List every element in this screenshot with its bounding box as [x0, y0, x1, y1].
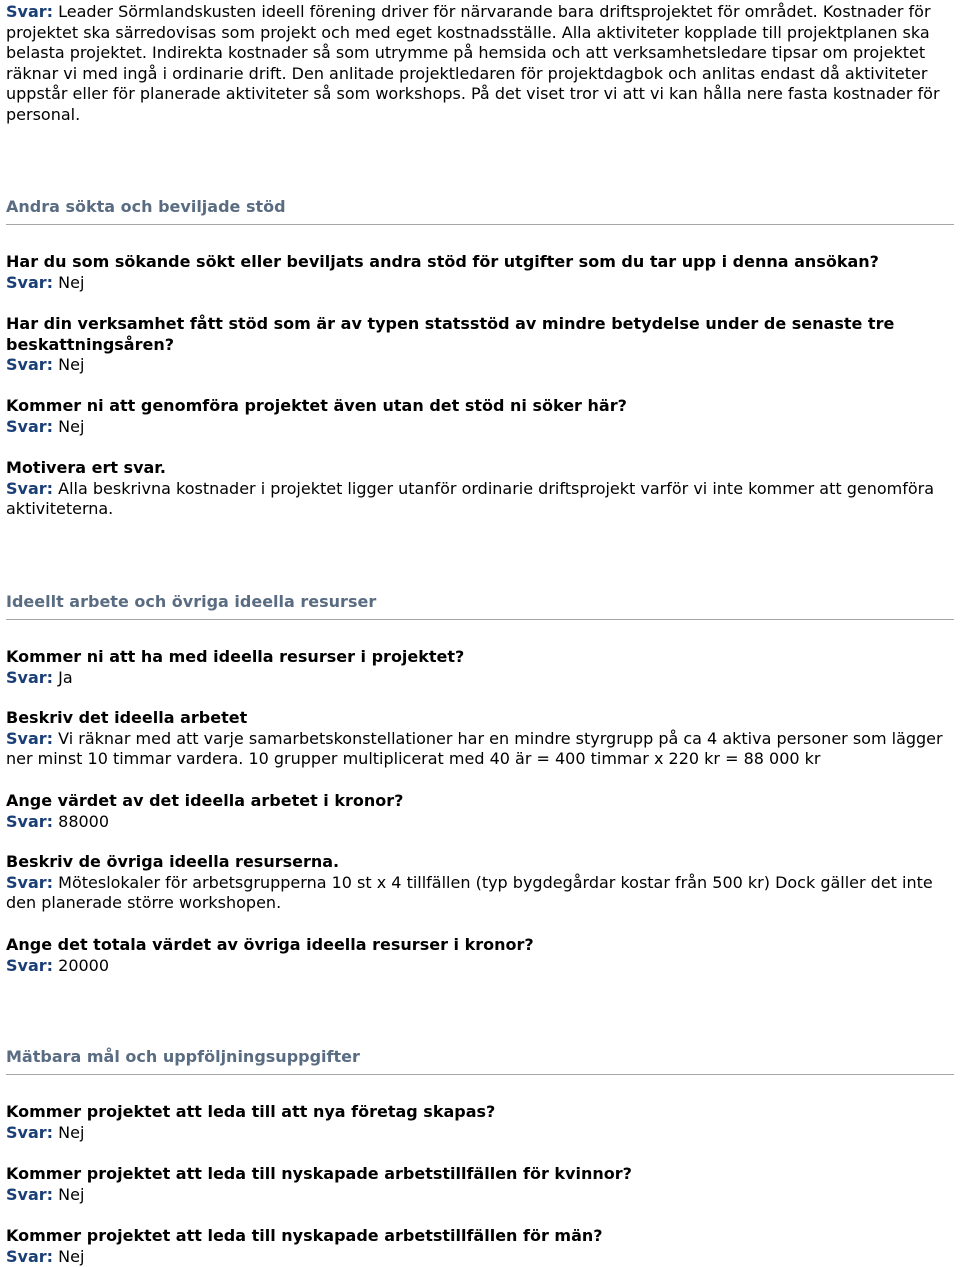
answer-text: Nej [58, 355, 85, 375]
question-text: Beskriv det ideella arbetet [6, 708, 248, 727]
question-block [6, 1102, 954, 1143]
answer [6, 729, 954, 770]
answer-text: 20000 [58, 955, 110, 975]
question-block [6, 708, 954, 770]
answer-text: 88000 [58, 811, 110, 831]
question-text: Kommer projektet att leda till nyskapade arbetstillfällen för män? [6, 1226, 603, 1245]
answer-label: Svar: [6, 1184, 54, 1204]
intro-answer [6, 2, 954, 126]
question-block [6, 852, 954, 914]
question-block [6, 935, 954, 976]
question-block [6, 791, 954, 832]
answer [6, 1185, 954, 1206]
answer-label: Svar: [6, 478, 54, 498]
answer-text: Nej [58, 416, 85, 436]
answer-label: Svar: [6, 728, 54, 748]
answer-text: Leader Sörmlandskusten ideell förening driver för närvarande bara driftsprojektet för området. Kostnader för projektet ska särredovisas som projekt och med eget kostnadsställe. Alla aktiviteter kopplade till projektplanen ska belasta projektet. Indirekta kostnader så som utrymme på hemsida och att verksamhetsledare tipsar om projektet räknar vi med ingå i ordinarie drift. Den anlitade projektledaren för projektdagbok och anlitas endast då aktiviteter uppstår eller för planerade aktiviteter så som workshops. På det viset tror vi att vi kan hålla nere fasta kostnader för personal. [6, 2, 940, 124]
answer [6, 956, 954, 977]
answer [6, 812, 954, 833]
answer-text: Ja [58, 667, 73, 687]
question-block [6, 396, 954, 437]
answer-label: Svar: [6, 955, 54, 975]
answer-label: Svar: [6, 1122, 54, 1142]
question-block [6, 252, 954, 293]
answer-text: Nej [58, 1122, 85, 1142]
answer [6, 273, 954, 294]
answer [6, 355, 954, 376]
answer-label: Svar: [6, 272, 54, 292]
question-text: Kommer ni att ha med ideella resurser i projektet? [6, 647, 465, 666]
answer [6, 873, 954, 914]
section-title-volunteer-resources: Ideellt arbete och övriga ideella resurser [6, 592, 954, 620]
answer-label: Svar: [6, 355, 54, 375]
answer-label: Svar: [6, 2, 54, 21]
question-block [6, 647, 954, 688]
question-text: Ange det totala värdet av övriga ideella resurser i kronor? [6, 935, 534, 954]
section-title-other-support: Andra sökta och beviljade stöd [6, 197, 954, 225]
answer-text: Nej [58, 272, 85, 292]
question-text: Ange värdet av det ideella arbetet i kronor? [6, 791, 404, 810]
answer [6, 1123, 954, 1144]
question-text: Motivera ert svar. [6, 458, 166, 477]
answer-text: Möteslokaler för arbetsgrupperna 10 st x 4 tillfällen (typ bygdegårdar kostar från 500 kr) Dock gäller det inte den planerade större workshopen. [6, 872, 933, 913]
section-title-measurable-goals: Mätbara mål och uppföljningsuppgifter [6, 1047, 954, 1075]
answer-label: Svar: [6, 872, 54, 892]
answer [6, 417, 954, 438]
answer-text: Nej [58, 1184, 85, 1204]
answer [6, 1247, 954, 1267]
answer-text: Vi räknar med att varje samarbetskonstellationer har en mindre styrgrupp på ca 4 aktiva personer som lägger ner minst 10 timmar vardera. 10 grupper multiplicerat med 40 är = 400 timmar x 220 kr = 88 000 kr [6, 728, 943, 769]
question-block [6, 458, 954, 520]
question-text: Har du som sökande sökt eller beviljats andra stöd för utgifter som du tar upp i denna ansökan? [6, 252, 879, 271]
answer-label: Svar: [6, 1246, 54, 1266]
answer [6, 479, 954, 520]
answer-text: Nej [58, 1246, 85, 1266]
question-block [6, 314, 954, 376]
question-block [6, 1226, 954, 1267]
answer-label: Svar: [6, 811, 54, 831]
question-text: Kommer ni att genomföra projektet även utan det stöd ni söker här? [6, 396, 627, 415]
question-text: Har din verksamhet fått stöd som är av typen statsstöd av mindre betydelse under de senaste tre beskattningsåren? [6, 314, 895, 354]
question-text: Kommer projektet att leda till nyskapade arbetstillfällen för kvinnor? [6, 1164, 632, 1183]
answer-label: Svar: [6, 667, 54, 687]
answer-label: Svar: [6, 416, 54, 436]
answer [6, 668, 954, 689]
answer-text: Alla beskrivna kostnader i projektet ligger utanför ordinarie driftsprojekt varför vi inte kommer att genomföra aktiviteterna. [6, 478, 935, 519]
question-text: Kommer projektet att leda till att nya företag skapas? [6, 1102, 496, 1121]
question-text: Beskriv de övriga ideella resurserna. [6, 852, 340, 871]
question-block [6, 1164, 954, 1205]
